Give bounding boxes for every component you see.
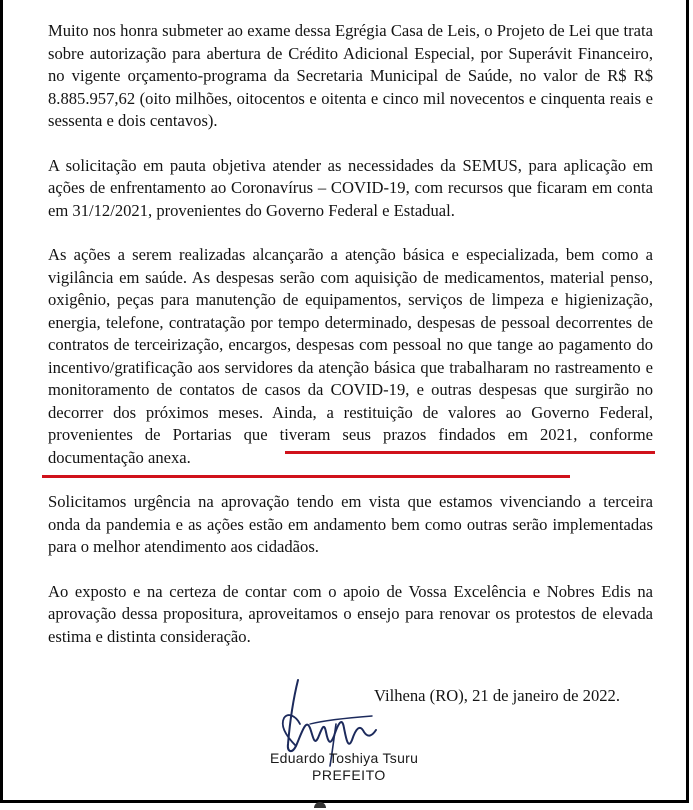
- paragraph-2: A solicitação em pauta objetiva atender as necessidades da SEMUS, para aplicação em ações de enfrentamento ao Coronavírus – COVID-19, com recursos que ficaram em conta em 31/12/2021, provenientes do Governo Federal e Estadual.: [48, 155, 653, 220]
- red-underline-1: [285, 451, 655, 454]
- paragraph-3-end: , conforme documentação anexa.: [48, 425, 653, 467]
- red-underline-2: [42, 475, 570, 478]
- highlighted-text: a restituição de valores ao Governo Federal, provenientes de Portarias que tiveram seus prazos findados em 2021: [48, 402, 653, 444]
- paragraph-3-start: As ações a serem realizadas alcançarão a atenção básica e especializada, bem como a vigilância em saúde. As despesas serão com aquisição de medicamentos, material penso, oxigênio, peças para manutenção de equipamentos, serviços de limpeza e higienização, energia, telefone, contratação por tempo determinado, despesas de pessoal decorrentes de contratos de terceirização, encargos, despesas com pessoal no que tange ao pagamento do incentivo/gratificação aos servidores da atenção básica que trabalharam no rastreamento e monitoramento de contatos de casos da COVID-19, e outras despesas que surgirão no decorrer dos próximos meses. Ainda,: [48, 245, 653, 422]
- signatory-title: PREFEITO: [312, 767, 386, 783]
- page-mark: [314, 802, 326, 808]
- date-line: Vilhena (RO), 21 de janeiro de 2022.: [374, 686, 620, 705]
- signatory-name: Eduardo Toshiya Tsuru: [270, 750, 419, 766]
- letter-body: [48, 20, 653, 670]
- paragraph-3: [48, 244, 653, 469]
- paragraph-1: Muito nos honra submeter ao exame dessa Egrégia Casa de Leis, o Projeto de Lei que trata sobre autorização para abertura de Crédito Adicional Especial, por Superávit Financeiro, no vigente orçamento-programa da Secretaria Municipal de Saúde, no valor de R$ R$ 8.885.957,62 (oito milhões, oitocentos e oitenta e cinco mil novecentos e cinquenta reais e sessenta e dois centavos).: [48, 21, 653, 130]
- paragraph-5: Ao exposto e na certeza de contar com o apoio de Vossa Excelência e Nobres Edis na aprovação dessa propositura, aproveitamos o ensejo para renovar os protestos de elevada estima e distinta consideração.: [48, 581, 653, 646]
- paragraph-4: Solicitamos urgência na aprovação tendo em vista que estamos vivenciando a terceira onda da pandemia e as ações estão em andamento bem como outras serão implementadas para o melhor atendimento aos cidadãos.: [48, 492, 653, 556]
